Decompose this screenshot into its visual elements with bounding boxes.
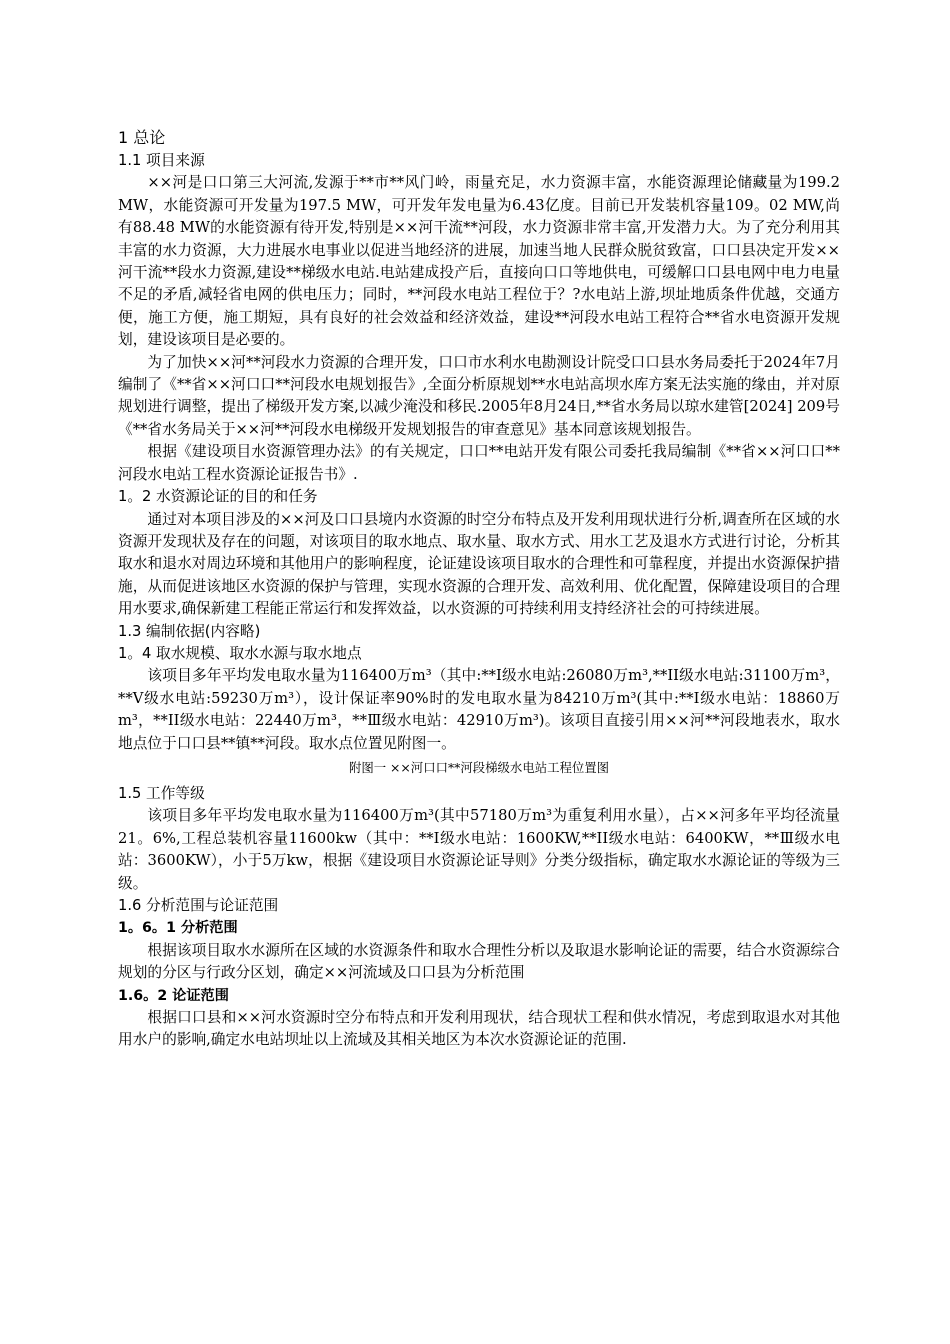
- paragraph: ××河是口口第三大河流,发源于**市**风门岭，雨量充足，水力资源丰富，水能资源理论储藏量为199.2 MW，水能资源可开发量为197.5 MW，可开发年发电量为6.43亿度。目前已开发装机容量109。02 MW,尚有88.48 MW的水能资源有待开发,特别是××河干流**河段，水力资源非常丰富,开发潜力大。为了充分利用其丰富的水力资源，大力进展水电事业以促进当地经济的进展，加速当地人民群众脱贫致富，口口县决定开发××河干流**段水力资源,建设**梯级水电站.电站建成投产后，直接向口口等地供电，可缓解口口县电网中电力电量不足的矛盾,减轻省电网的供电压力；同时，**河段水电站工程位于？?水电站上游,坝址地质条件优越，交通方便，施工方便，施工期短，具有良好的社会效益和经济效益，建设**河段水电站工程符合**省水电资源开发规划，建设该项目是必要的。: [118, 174, 840, 349]
- paragraph: 该项目多年平均发电取水量为116400万m³（其中:**I级水电站:26080万m³,**II级水电站:31100万m³，**V级水电站:59230万m³），设计保证率90%时的发电取水量为84210万m³(其中:**I级水电站：18860万m³，**II级水电站：22440万m³，**Ⅲ级水电站：42910万m³)。该项目直接引用××河**河段地表水，取水地点位于口口县**镇**河段。取水点位置见附图一。: [118, 667, 840, 752]
- paragraph: 为了加快××河**河段水力资源的合理开发，口口市水利水电勘测设计院受口口县水务局委托于2024年7月编制了《**省××河口口**河段水电规划报告》,全面分析原规划**水电站高坝水库方案无法实施的缘由，并对原规划进行调整，提出了梯级开发方案,以减少淹没和移民.2005年8月24日,**省水务局以琼水建管[2024] 209号《**省水务局关于××河**河段水电梯级开发规划报告的审查意见》基本同意该规划报告。: [118, 353, 840, 438]
- section-heading-1-3: 1.3 编制依据(内容略): [118, 622, 261, 640]
- section-heading-1-6: 1.6 分析范围与论证范围: [118, 897, 279, 914]
- paragraph: 通过对本项目涉及的××河及口口县境内水资源的时空分布特点及开发利用现状进行分析,调查所在区域的水资源开发现状及存在的问题，对该项目的取水地点、取水量、取水方式、用水工艺及退水方式进行讨论，分析其取水和退水对周边环境和其他用户的影响程度，论证建设该项目取水的合理性和可靠程度，并提出水资源保护措施，从而促进该地区水资源的保护与管理，实现水资源的合理开发、高效利用、优化配置，保障建设项目的合理用水要求,确保新建工程能正常运行和发挥效益，以水资源的可持续利用支持经济社会的可持续进展。: [118, 510, 840, 618]
- paragraph: 该项目多年平均发电取水量为116400万m³(其中57180万m³为重复利用水量），占××河多年平均径流量21。6%,工程总装机容量11600kw（其中：**I级水电站：1600KW,**II级水电站：6400KW，**Ⅲ级水电站：3600KW），小于5万kw，根据《建设项目水资源论证导则》分类分级指标，确定取水水源论证的等级为三级。: [118, 807, 840, 892]
- subsection-heading-1-6-2: 1.6。2 论证范围: [118, 987, 229, 1004]
- paragraph: 根据《建设项目水资源管理办法》的有关规定，口口**电站开发有限公司委托我局编制《**省××河口口**河段水电站工程水资源论证报告书》.: [118, 443, 840, 483]
- paragraph: 根据口口县和××河水资源时空分布特点和开发利用现状，结合现状工程和供水情况，考虑到取退水对其他用水户的影响,确定水电站坝址以上流域及其相关地区为本次水资源论证的范围.: [118, 1009, 840, 1049]
- section-heading-1-2: 1。2 水资源论证的目的和任务: [118, 488, 318, 506]
- chapter-title: 1 总论: [118, 128, 166, 147]
- section-heading-1-4: 1。4 取水规模、取水水源与取水地点: [118, 644, 362, 662]
- section-heading-1-1: 1.1 项目来源: [118, 152, 205, 169]
- subsection-heading-1-6-1: 1。6。1 分析范围: [118, 920, 238, 937]
- document-page: [118, 126, 840, 1052]
- paragraph: 根据该项目取水水源所在区域的水资源条件和取水合理性分析以及取退水影响论证的需要，结合水资源综合规划的分区与行政分区划，确定××河流域及口口县为分析范围: [118, 941, 840, 982]
- figure-caption: 附图一 ××河口口**河段梯级水电站工程位置图: [348, 759, 610, 775]
- section-heading-1-5: 1.5 工作等级: [118, 784, 205, 802]
